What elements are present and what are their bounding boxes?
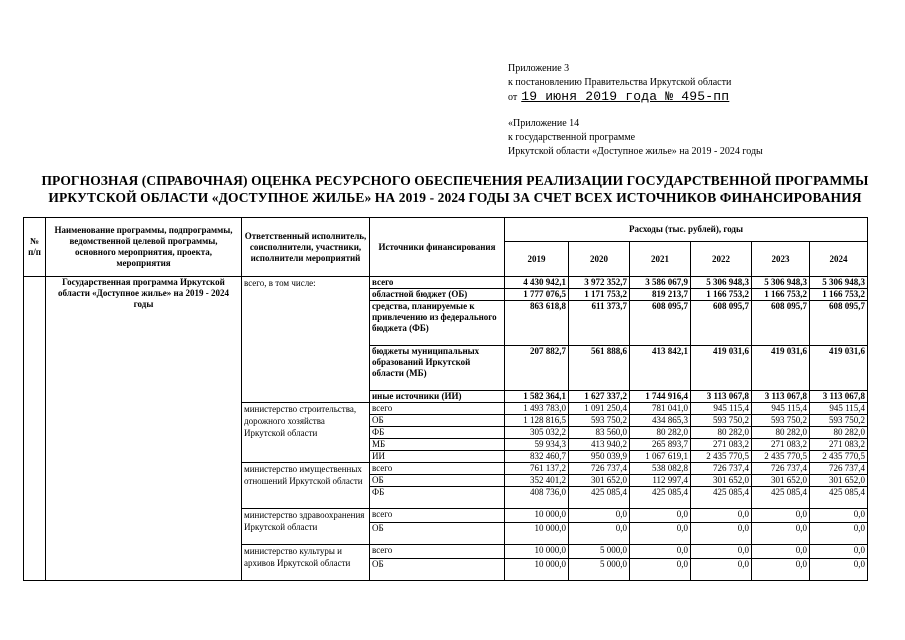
amount-cell: 271 083,2 — [752, 439, 810, 451]
amount-cell: 5 306 948,3 — [752, 277, 810, 289]
amount-cell: 4 430 942,1 — [505, 277, 569, 289]
amount-cell: 3 972 352,7 — [569, 277, 630, 289]
amount-cell: 3 113 067,8 — [752, 391, 810, 403]
funding-source-cell: бюджеты муниципальных образований Иркутской области (МБ) — [370, 346, 505, 391]
amount-cell: 3 113 067,8 — [810, 391, 868, 403]
amount-cell: 0,0 — [691, 509, 752, 523]
funding-source-cell: ОБ — [370, 415, 505, 427]
amount-cell: 80 282,0 — [630, 427, 691, 439]
amount-cell: 352 401,2 — [505, 475, 569, 487]
amount-cell: 593 750,2 — [752, 415, 810, 427]
funding-source-cell: всего — [370, 545, 505, 559]
amount-cell: 305 032,2 — [505, 427, 569, 439]
funding-source-cell: ИИ — [370, 451, 505, 463]
amount-cell: 425 085,4 — [810, 487, 868, 509]
header-year: 2024 — [810, 242, 868, 277]
amount-cell: 0,0 — [691, 523, 752, 545]
amount-cell: 10 000,0 — [505, 545, 569, 559]
amount-cell: 3 586 067,9 — [630, 277, 691, 289]
funding-source-cell: ОБ — [370, 475, 505, 487]
responsible-executor-cell: министерство культуры и архивов Иркутской области — [242, 545, 370, 581]
amount-cell: 1 582 364,1 — [505, 391, 569, 403]
responsible-executor-cell: министерство строительства, дорожного хозяйства Иркутской области — [242, 403, 370, 463]
amount-cell: 1 166 753,2 — [752, 289, 810, 301]
amount-cell: 863 618,8 — [505, 301, 569, 346]
amount-cell: 781 041,0 — [630, 403, 691, 415]
amount-cell: 1 166 753,2 — [810, 289, 868, 301]
header-resp: Ответственный исполнитель, соисполнители, участники, исполнители мероприятий — [242, 218, 370, 277]
amount-cell: 419 031,6 — [691, 346, 752, 391]
amount-cell: 0,0 — [569, 523, 630, 545]
amount-cell: 10 000,0 — [505, 523, 569, 545]
amount-cell: 10 000,0 — [505, 509, 569, 523]
funding-source-cell: ФБ — [370, 487, 505, 509]
amount-cell: 413 842,1 — [630, 346, 691, 391]
amount-cell: 413 940,2 — [569, 439, 630, 451]
header-source: Источники финансирования — [370, 218, 505, 277]
amount-cell: 0,0 — [630, 559, 691, 581]
amount-cell: 207 882,7 — [505, 346, 569, 391]
amount-cell: 1 627 337,2 — [569, 391, 630, 403]
appendix-block — [508, 62, 731, 105]
amount-cell: 726 737,4 — [691, 463, 752, 475]
amount-cell: 301 652,0 — [810, 475, 868, 487]
amount-cell: 608 095,7 — [752, 301, 810, 346]
funding-source-cell: всего — [370, 509, 505, 523]
amount-cell: 301 652,0 — [752, 475, 810, 487]
funding-source-cell: ФБ — [370, 427, 505, 439]
title-line-2: ИРКУТСКОЙ ОБЛАСТИ «ДОСТУПНОЕ ЖИЛЬЕ» НА 2019 - 2024 ГОДЫ ЗА СЧЕТ ВСЕХ ИСТОЧНИКОВ ФИНАНСИРОВАНИЯ — [48, 190, 862, 205]
amount-cell: 0,0 — [810, 545, 868, 559]
budget-table — [23, 217, 868, 581]
appendix2-line-3: Иркутской области «Доступное жилье» на 2019 - 2024 годы — [508, 146, 763, 157]
funding-source-cell: всего — [370, 403, 505, 415]
amount-cell: 945 115,4 — [810, 403, 868, 415]
appendix-block-2 — [508, 117, 763, 159]
amount-cell: 819 213,7 — [630, 289, 691, 301]
amount-cell: 419 031,6 — [752, 346, 810, 391]
title-line-1: ПРОГНОЗНАЯ (СПРАВОЧНАЯ) ОЦЕНКА РЕСУРСНОГО ОБЕСПЕЧЕНИЯ РЕАЛИЗАЦИИ ГОСУДАРСТВЕННОЙ ПРОГРАММЫ — [41, 173, 869, 188]
amount-cell: 425 085,4 — [752, 487, 810, 509]
amount-cell: 0,0 — [810, 523, 868, 545]
amount-cell: 2 435 770,5 — [691, 451, 752, 463]
amount-cell: 271 083,2 — [691, 439, 752, 451]
amount-cell: 608 095,7 — [810, 301, 868, 346]
header-year: 2019 — [505, 242, 569, 277]
amount-cell: 0,0 — [630, 523, 691, 545]
header-year: 2023 — [752, 242, 810, 277]
order-date-number: 19 июня 2019 года № 495-пп — [521, 89, 730, 104]
amount-cell: 0,0 — [691, 545, 752, 559]
table-row — [24, 277, 868, 289]
amount-cell: 5 000,0 — [569, 545, 630, 559]
amount-cell: 80 282,0 — [810, 427, 868, 439]
amount-cell: 761 137,2 — [505, 463, 569, 475]
funding-source-cell: средства, планируемые к привлечению из федерального бюджета (ФБ) — [370, 301, 505, 346]
program-name-cell: Государственная программа Иркутской области «Доступное жилье» на 2019 - 2024 годы — [46, 277, 242, 581]
amount-cell: 80 282,0 — [691, 427, 752, 439]
amount-cell: 726 737,4 — [810, 463, 868, 475]
amount-cell: 1 091 250,4 — [569, 403, 630, 415]
appendix2-line-2: к государственной программе — [508, 132, 636, 143]
amount-cell: 1 166 753,2 — [691, 289, 752, 301]
amount-cell: 80 282,0 — [752, 427, 810, 439]
appendix-line-1: Приложение 3 — [508, 63, 570, 74]
amount-cell: 2 435 770,5 — [810, 451, 868, 463]
amount-cell: 593 750,2 — [691, 415, 752, 427]
amount-cell: 608 095,7 — [630, 301, 691, 346]
amount-cell: 59 934,3 — [505, 439, 569, 451]
amount-cell: 1 171 753,2 — [569, 289, 630, 301]
amount-cell: 561 888,6 — [569, 346, 630, 391]
header-expenses: Расходы (тыс. рублей), годы — [505, 218, 868, 242]
amount-cell: 611 373,7 — [569, 301, 630, 346]
amount-cell: 425 085,4 — [630, 487, 691, 509]
amount-cell: 608 095,7 — [691, 301, 752, 346]
amount-cell: 0,0 — [810, 509, 868, 523]
amount-cell: 265 893,7 — [630, 439, 691, 451]
amount-cell: 5 306 948,3 — [810, 277, 868, 289]
amount-cell: 2 435 770,5 — [752, 451, 810, 463]
amount-cell: 112 997,4 — [630, 475, 691, 487]
amount-cell: 726 737,4 — [752, 463, 810, 475]
amount-cell: 593 750,2 — [810, 415, 868, 427]
budget-table-body — [24, 277, 868, 581]
amount-cell: 419 031,6 — [810, 346, 868, 391]
funding-source-cell: всего — [370, 463, 505, 475]
amount-cell: 5 000,0 — [569, 559, 630, 581]
appendix-line-2: к постановлению Правительства Иркутской области — [508, 77, 732, 88]
amount-cell: 832 460,7 — [505, 451, 569, 463]
amount-cell: 950 039,9 — [569, 451, 630, 463]
amount-cell: 593 750,2 — [569, 415, 630, 427]
amount-cell: 726 737,4 — [569, 463, 630, 475]
appendix2-line-1: «Приложение 14 — [508, 118, 580, 129]
amount-cell: 0,0 — [752, 545, 810, 559]
funding-source-cell: ОБ — [370, 559, 505, 581]
amount-cell: 0,0 — [752, 559, 810, 581]
amount-cell: 1 128 816,5 — [505, 415, 569, 427]
amount-cell: 0,0 — [691, 559, 752, 581]
amount-cell: 0,0 — [569, 509, 630, 523]
funding-source-cell: иные источники (ИИ) — [370, 391, 505, 403]
amount-cell: 945 115,4 — [691, 403, 752, 415]
amount-cell: 1 744 916,4 — [630, 391, 691, 403]
amount-cell: 3 113 067,8 — [691, 391, 752, 403]
amount-cell: 10 000,0 — [505, 559, 569, 581]
amount-cell: 301 652,0 — [691, 475, 752, 487]
amount-cell: 301 652,0 — [569, 475, 630, 487]
responsible-executor-cell: министерство имущественных отношений Иркутской области — [242, 463, 370, 509]
header-name: Наименование программы, подпрограммы, ведомственной целевой программы, основного мероприятия, проекта, мероприятия — [46, 218, 242, 277]
amount-cell: 1 777 076,5 — [505, 289, 569, 301]
amount-cell: 5 306 948,3 — [691, 277, 752, 289]
amount-cell: 434 865,3 — [630, 415, 691, 427]
amount-cell: 83 560,0 — [569, 427, 630, 439]
amount-cell: 271 083,2 — [810, 439, 868, 451]
header-num: № п/п — [24, 218, 46, 277]
row-number-cell — [24, 277, 46, 581]
amount-cell: 538 082,8 — [630, 463, 691, 475]
amount-cell: 0,0 — [630, 545, 691, 559]
amount-cell: 0,0 — [752, 509, 810, 523]
responsible-executor-cell: всего, в том числе: — [242, 277, 370, 403]
order-date-line — [508, 90, 731, 105]
amount-cell: 0,0 — [810, 559, 868, 581]
amount-cell: 0,0 — [630, 509, 691, 523]
header-year: 2020 — [569, 242, 630, 277]
amount-cell: 425 085,4 — [569, 487, 630, 509]
funding-source-cell: областной бюджет (ОБ) — [370, 289, 505, 301]
funding-source-cell: всего — [370, 277, 505, 289]
order-prefix: от — [508, 92, 518, 103]
responsible-executor-cell: министерство здравоохранения Иркутской области — [242, 509, 370, 545]
amount-cell: 0,0 — [752, 523, 810, 545]
header-year: 2021 — [630, 242, 691, 277]
header-year: 2022 — [691, 242, 752, 277]
amount-cell: 425 085,4 — [691, 487, 752, 509]
amount-cell: 408 736,0 — [505, 487, 569, 509]
funding-source-cell: ОБ — [370, 523, 505, 545]
funding-source-cell: МБ — [370, 439, 505, 451]
document-title — [20, 172, 890, 206]
amount-cell: 1 067 619,1 — [630, 451, 691, 463]
amount-cell: 1 493 783,0 — [505, 403, 569, 415]
amount-cell: 945 115,4 — [752, 403, 810, 415]
